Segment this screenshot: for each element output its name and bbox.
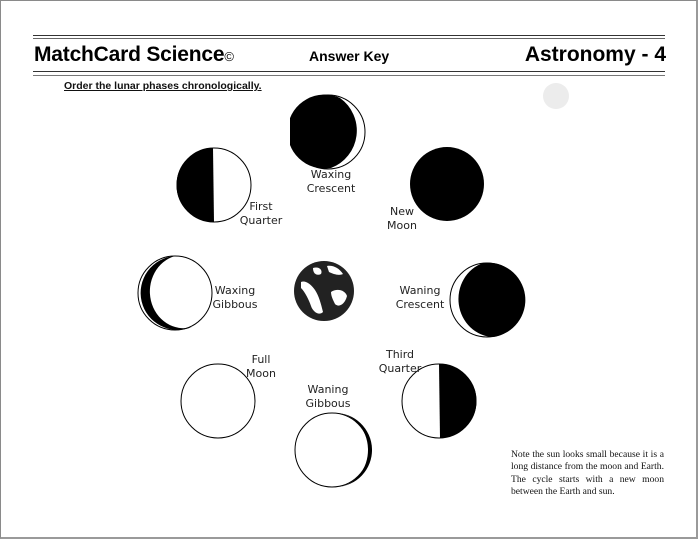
- waning-crescent-label: Waning Crescent: [395, 284, 445, 311]
- topic-label: Astronomy - 4: [524, 43, 666, 66]
- header-rule-top-1: [33, 35, 665, 36]
- waxing-gibbous-label: Waxing Gibbous: [212, 284, 258, 311]
- waning-crescent-moon-icon: [449, 262, 527, 340]
- header-rule-bottom-2: [33, 75, 665, 76]
- header-rule-bottom-1: [33, 71, 665, 72]
- full-moon-label: Full Moon: [246, 353, 276, 380]
- new-moon-label: New Moon: [387, 205, 417, 232]
- instruction-text: Order the lunar phases chronologically.: [64, 80, 262, 92]
- third-quarter-label: Third Quarter: [378, 348, 422, 375]
- copyright-symbol: ©: [224, 49, 234, 64]
- answer-key-label: Answer Key: [309, 48, 390, 64]
- sun-icon: [543, 83, 569, 109]
- header-rule-top-2: [33, 38, 665, 39]
- page-title: [34, 43, 234, 67]
- earth-icon: [293, 260, 355, 322]
- waning-gibbous-moon-icon: [294, 412, 372, 490]
- title-text: MatchCard Science: [34, 43, 225, 66]
- waning-gibbous-label: Waning Gibbous: [305, 383, 351, 410]
- waxing-crescent-label: Waxing Crescent: [306, 168, 356, 195]
- waxing-gibbous-moon-icon: [137, 255, 215, 333]
- note-text: Note the sun looks small because it is a long distance from the moon and Earth. The cycle starts with a new moon between the Earth and sun.: [511, 449, 664, 497]
- first-quarter-label: First Quarter: [239, 200, 283, 227]
- waxing-crescent-moon-icon: [290, 94, 368, 170]
